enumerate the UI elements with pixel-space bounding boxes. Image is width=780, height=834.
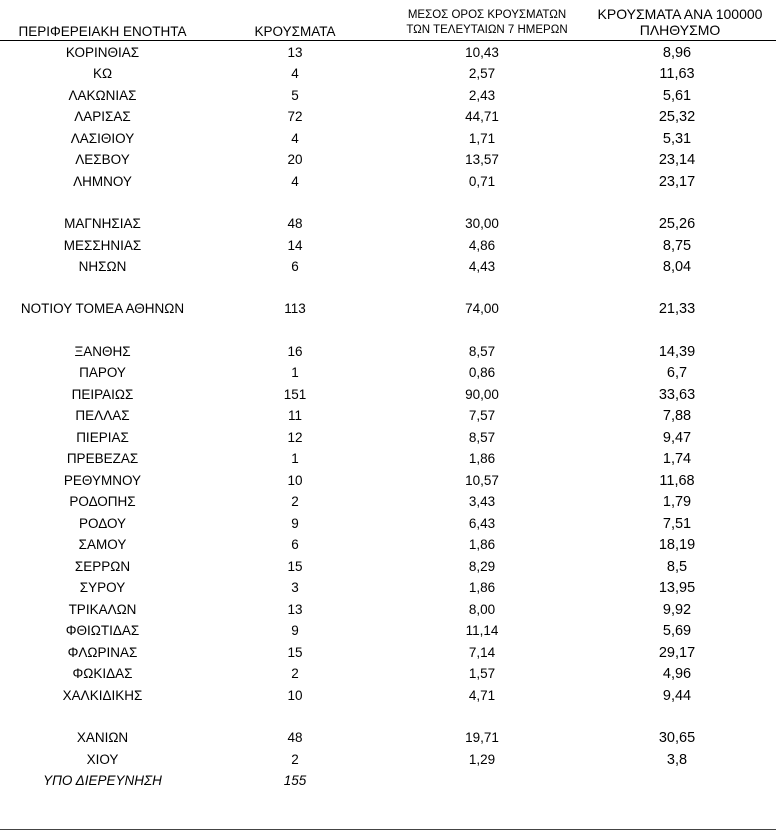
average-cell: 0,71 (468, 174, 496, 189)
table-row (0, 129, 780, 149)
cases-cell: 12 (287, 430, 303, 445)
region-cell: ΛΑΡΙΣΑΣ (74, 109, 131, 124)
region-cell: ΦΩΚΙΔΑΣ (72, 666, 133, 681)
table-row (0, 664, 780, 684)
table-row (0, 172, 780, 192)
per100k-cell: 30,65 (658, 730, 696, 746)
average-cell: 3,43 (468, 494, 496, 509)
cases-cell: 13 (287, 45, 303, 60)
table-row (0, 643, 780, 663)
average-cell: 4,71 (468, 688, 496, 703)
per100k-cell: 23,14 (658, 152, 696, 168)
region-cell: ΡΟΔΟΥ (78, 516, 127, 531)
average-cell: 1,29 (468, 752, 496, 767)
cases-cell: 13 (287, 602, 303, 617)
header-divider (0, 40, 776, 41)
table-row (0, 406, 780, 426)
table-row (0, 299, 780, 319)
cases-cell: 15 (287, 645, 303, 660)
average-cell: 6,43 (468, 516, 496, 531)
under-investigation-label: ΥΠΟ ΔΙΕΡΕΥΝΗΣΗ (43, 773, 162, 788)
cases-cell: 113 (284, 301, 306, 316)
average-cell: 74,00 (465, 301, 499, 316)
region-cell: ΜΑΓΝΗΣΙΑΣ (64, 216, 141, 231)
cases-cell: 1 (291, 365, 299, 380)
average-cell: 10,57 (465, 473, 499, 488)
region-cell: ΧΑΛΚΙΔΙΚΗΣ (62, 688, 143, 703)
cases-cell: 9 (291, 516, 299, 531)
table-row (0, 43, 780, 63)
region-cell: ΛΑΚΩΝΙΑΣ (68, 88, 137, 103)
cases-cell: 15 (287, 559, 303, 574)
cases-cell: 16 (287, 344, 303, 359)
average-cell: 44,71 (465, 109, 499, 124)
table-row (0, 686, 780, 706)
region-cell: ΡΟΔΟΠΗΣ (69, 494, 136, 509)
per100k-cell: 23,17 (658, 174, 696, 190)
per100k-cell: 9,44 (662, 688, 692, 704)
average-cell: 7,14 (468, 645, 496, 660)
table-row (0, 471, 780, 491)
per100k-cell: 5,31 (662, 131, 692, 147)
per100k-cell: 8,96 (662, 45, 692, 61)
per100k-cell: 5,69 (662, 623, 692, 639)
region-cell: ΦΘΙΩΤΙΔΑΣ (65, 623, 140, 638)
average-cell: 1,86 (468, 451, 496, 466)
header-seven-day-average (382, 8, 592, 38)
table-row (0, 428, 780, 448)
average-cell: 1,86 (468, 537, 496, 552)
cases-cell: 5 (291, 88, 299, 103)
average-cell: 10,43 (465, 45, 499, 60)
region-cell: ΧΑΝΙΩΝ (76, 730, 129, 745)
per100k-cell: 7,51 (662, 516, 692, 532)
header-cases: ΚΡΟΥΣΜΑΤΑ (254, 24, 336, 39)
region-cell: ΠΡΕΒΕΖΑΣ (66, 451, 139, 466)
table-row (0, 107, 780, 127)
cases-cell: 10 (287, 473, 303, 488)
region-cell: ΝΟΤΙΟΥ ΤΟΜΕΑ ΑΘΗΝΩΝ (20, 301, 185, 316)
region-cell: ΡΕΘΥΜΝΟΥ (63, 473, 142, 488)
cases-cell: 1 (291, 451, 299, 466)
per100k-cell: 25,26 (658, 216, 696, 232)
header-per100k-line1: ΚΡΟΥΣΜΑΤΑ ΑΝΑ 100000 (597, 6, 763, 22)
table-row (0, 557, 780, 577)
cases-cell: 48 (287, 730, 303, 745)
table-row (0, 492, 780, 512)
per100k-cell: 1,74 (662, 451, 692, 467)
average-cell: 13,57 (465, 152, 499, 167)
table-row (0, 600, 780, 620)
average-cell: 1,57 (468, 666, 496, 681)
per100k-cell: 8,04 (662, 259, 692, 275)
cases-cell: 3 (291, 580, 299, 595)
region-cell: ΠΕΛΛΑΣ (75, 408, 130, 423)
cases-cell: 4 (291, 66, 299, 81)
table-row (0, 385, 780, 405)
per100k-cell: 18,19 (658, 537, 696, 553)
bottom-divider (0, 829, 776, 830)
average-cell: 30,00 (465, 216, 499, 231)
cases-cell: 20 (287, 152, 303, 167)
table-row (0, 342, 780, 362)
average-cell: 8,00 (468, 602, 496, 617)
cases-cell: 151 (283, 387, 307, 402)
average-cell: 90,00 (465, 387, 499, 402)
per100k-cell: 25,32 (658, 109, 696, 125)
region-cell: ΣΥΡΟΥ (79, 580, 126, 595)
region-cell: ΜΕΣΣΗΝΙΑΣ (63, 238, 142, 253)
region-cell: ΠΙΕΡΙΑΣ (76, 430, 129, 445)
region-cell: ΤΡΙΚΑΛΩΝ (68, 602, 137, 617)
table-row (0, 257, 780, 277)
per100k-cell: 7,88 (662, 408, 692, 424)
header-region: ΠΕΡΙΦΕΡΕΙΑΚΗ ΕΝΟΤΗΤΑ (18, 24, 187, 39)
per100k-cell: 6,7 (666, 365, 688, 381)
cases-cell: 48 (287, 216, 303, 231)
table-row (0, 86, 780, 106)
region-cell: ΛΗΜΝΟΥ (73, 174, 132, 189)
region-cell: ΛΑΣΙΘΙΟΥ (70, 131, 135, 146)
per100k-cell: 11,63 (659, 66, 695, 82)
average-cell: 19,71 (465, 730, 499, 745)
region-cell: ΣΕΡΡΩΝ (74, 559, 131, 574)
per100k-cell: 1,79 (662, 494, 692, 510)
cases-cell: 6 (291, 537, 299, 552)
region-cell: ΚΟΡΙΝΘΙΑΣ (65, 45, 140, 60)
cases-cell: 2 (291, 752, 299, 767)
average-cell: 2,43 (468, 88, 496, 103)
per100k-cell: 9,92 (662, 602, 692, 618)
cases-cell: 4 (291, 131, 299, 146)
table-row (0, 214, 780, 234)
table-row (0, 236, 780, 256)
average-cell: 8,57 (468, 344, 496, 359)
average-cell: 4,86 (468, 238, 496, 253)
header-avg-line2: ΤΩΝ ΤΕΛΕΥΤΑΙΩΝ 7 ΗΜΕΡΩΝ (406, 24, 568, 36)
per100k-cell: 8,5 (666, 559, 688, 575)
region-cell: ΠΑΡΟΥ (79, 365, 126, 380)
per100k-cell: 9,47 (662, 430, 692, 446)
average-cell: 8,29 (468, 559, 496, 574)
cases-cell: 4 (291, 174, 299, 189)
table-row (0, 750, 780, 770)
average-cell: 4,43 (468, 259, 496, 274)
per100k-cell: 21,33 (658, 301, 696, 317)
header-avg-line1: ΜΕΣΟΣ ΟΡΟΣ ΚΡΟΥΣΜΑΤΩΝ (407, 9, 567, 21)
table-row (0, 64, 780, 84)
average-cell: 2,57 (468, 66, 496, 81)
table-row (0, 535, 780, 555)
cases-cell: 10 (287, 688, 303, 703)
cases-cell: 6 (291, 259, 299, 274)
cases-cell: 11 (287, 408, 302, 423)
cases-cell: 2 (291, 666, 299, 681)
per100k-cell: 11,68 (659, 473, 695, 489)
per100k-cell: 4,96 (662, 666, 692, 682)
average-cell: 11,14 (465, 623, 499, 638)
cases-cell: 9 (291, 623, 299, 638)
per100k-cell: 8,75 (662, 238, 692, 254)
average-cell: 0,86 (468, 365, 496, 380)
per100k-cell: 14,39 (658, 344, 696, 360)
table-row (0, 150, 780, 170)
cases-cell: 2 (291, 494, 299, 509)
region-cell: ΞΑΝΘΗΣ (74, 344, 131, 359)
region-cell: ΛΕΣΒΟΥ (75, 152, 130, 167)
per100k-cell: 33,63 (658, 387, 696, 403)
under-investigation-cases: 155 (283, 773, 307, 788)
header-cases-per-100k (582, 6, 778, 38)
table-row (0, 363, 780, 383)
cases-cell: 72 (287, 109, 303, 124)
per100k-cell: 5,61 (662, 88, 692, 104)
per100k-cell: 13,95 (658, 580, 696, 596)
table-row (0, 621, 780, 641)
header-per100k-line2: ΠΛΗΘΥΣΜΟ (639, 22, 721, 38)
table-row (0, 578, 780, 598)
per100k-cell: 29,17 (658, 645, 696, 661)
table-row (0, 514, 780, 534)
average-cell: 1,71 (468, 131, 496, 146)
average-cell: 1,86 (468, 580, 496, 595)
cases-cell: 14 (287, 238, 303, 253)
per100k-cell: 3,8 (666, 752, 688, 768)
average-cell: 8,57 (468, 430, 496, 445)
region-cell: ΝΗΣΩΝ (78, 259, 127, 274)
table-row (0, 449, 780, 469)
region-cell: ΦΛΩΡΙΝΑΣ (67, 645, 138, 660)
region-cell: ΣΑΜΟΥ (78, 537, 127, 552)
average-cell: 7,57 (468, 408, 496, 423)
region-cell: ΚΩ (92, 66, 113, 81)
table-row (0, 728, 780, 748)
region-cell: ΧΙΟΥ (86, 752, 119, 767)
under-investigation-row (0, 771, 780, 791)
region-cell: ΠΕΙΡΑΙΩΣ (71, 387, 134, 402)
